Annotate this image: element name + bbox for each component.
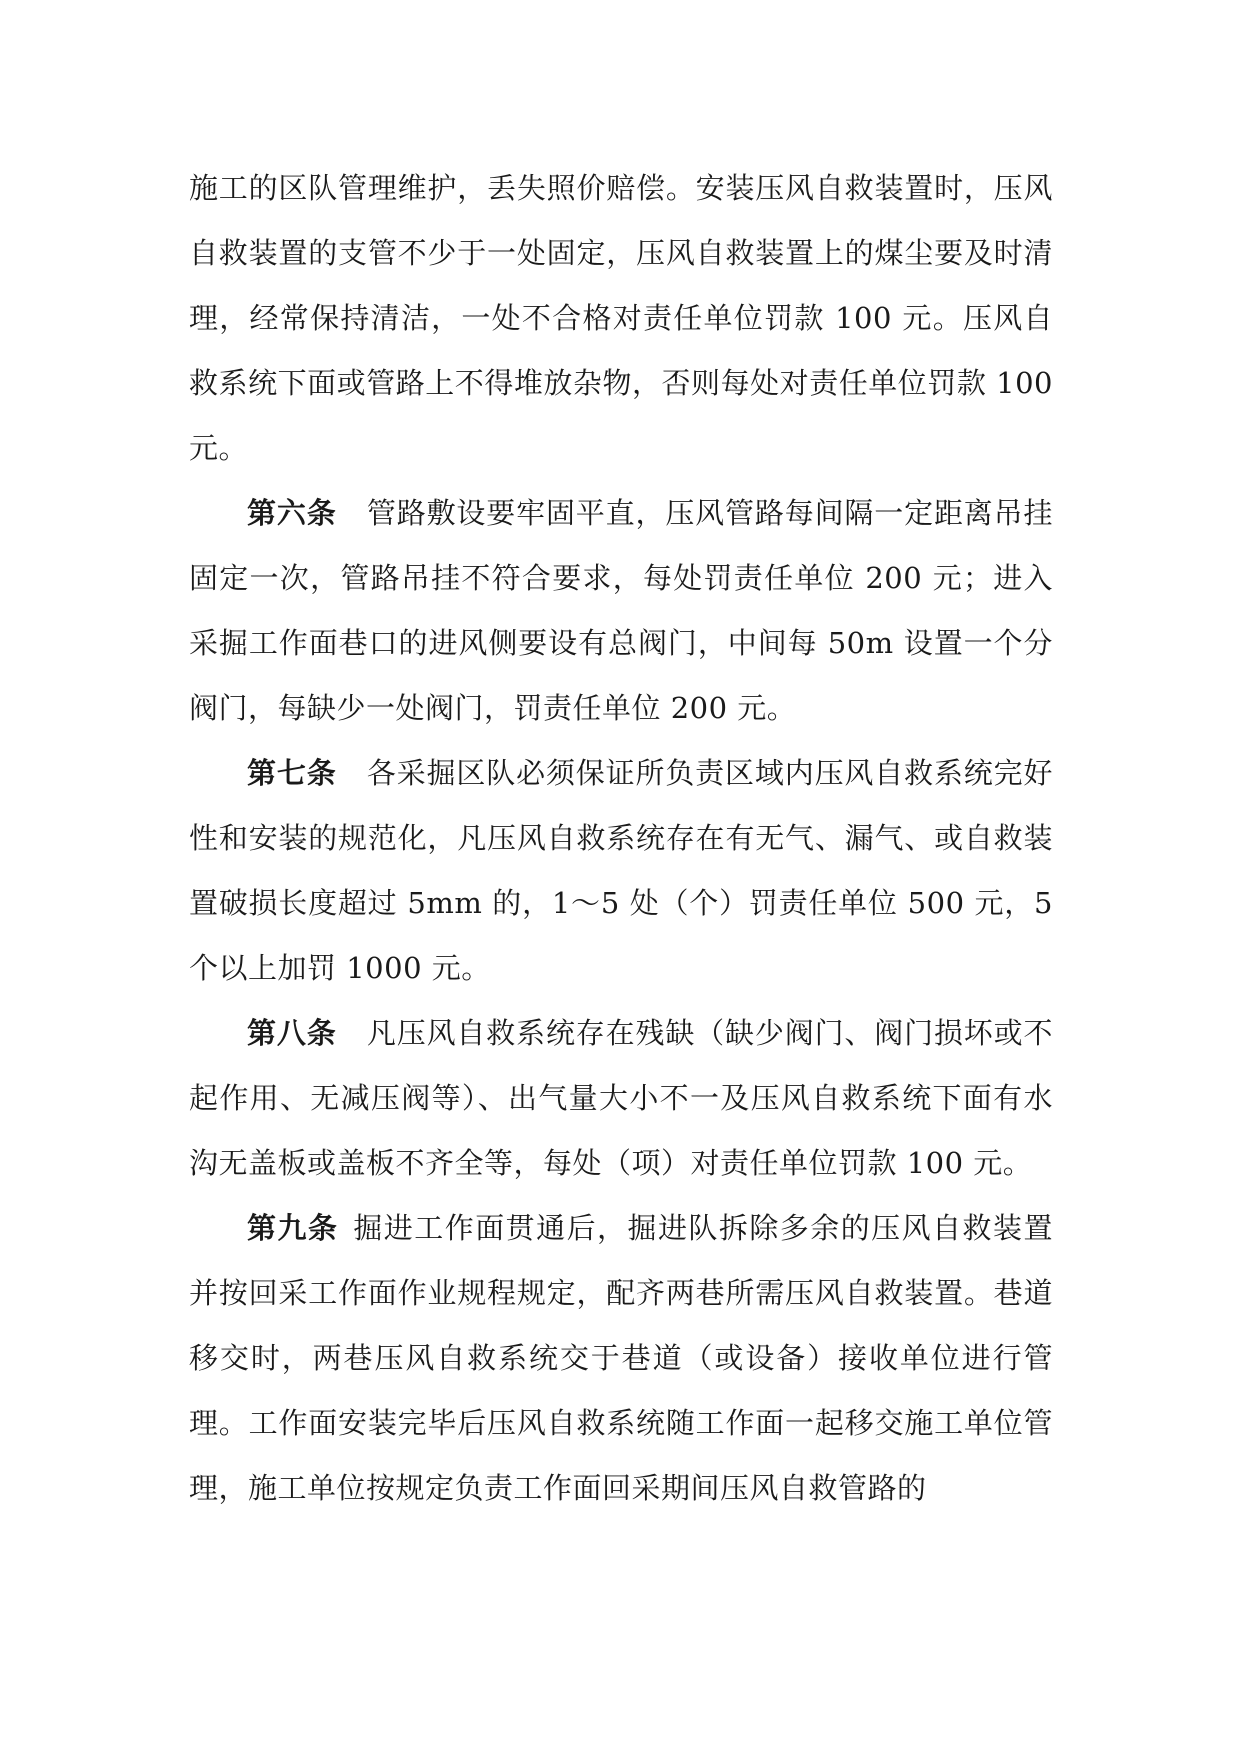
document-body (189, 156, 1053, 1521)
article-number: 第六条 (247, 496, 337, 530)
paragraph-text: 各采掘区队必须保证所负责区域内压风自救系统完好性和安装的规范化，凡压风自救系统存在有无气、漏气、或自救装置破损长度超过 5mm 的，1～5 处（个）罚责任单位 500 元，5 个以上加罚 1000 元。 (189, 756, 1053, 985)
article-number: 第九条 (247, 1211, 339, 1245)
paragraph-article-6 (189, 481, 1053, 741)
article-number: 第八条 (247, 1016, 337, 1050)
paragraph-text: 掘进工作面贯通后，掘进队拆除多余的压风自救装置并按回采工作面作业规程规定，配齐两巷所需压风自救装置。巷道移交时，两巷压风自救系统交于巷道（或设备）接收单位进行管理。工作面安装完毕后压风自救系统随工作面一起移交施工单位管理，施工单位按规定负责工作面回采期间压风自救管路的 (189, 1211, 1053, 1505)
paragraph-text: 施工的区队管理维护，丢失照价赔偿。安装压风自救装置时，压风自救装置的支管不少于一处固定，压风自救装置上的煤尘要及时清理，经常保持清洁，一处不合格对责任单位罚款 100 元。压风自救系统下面或管路上不得堆放杂物，否则每处对责任单位罚款 100 元。 (189, 171, 1053, 465)
paragraph-article-9 (189, 1196, 1053, 1521)
paragraph-text: 凡压风自救系统存在残缺（缺少阀门、阀门损坏或不起作用、无减压阀等）、出气量大小不一及压风自救系统下面有水沟无盖板或盖板不齐全等，每处（项）对责任单位罚款 100 元。 (189, 1016, 1053, 1180)
article-number: 第七条 (247, 756, 337, 790)
paragraph-continuation (189, 156, 1053, 481)
paragraph-article-8 (189, 1001, 1053, 1196)
paragraph-article-7 (189, 741, 1053, 1001)
paragraph-text: 管路敷设要牢固平直，压风管路每间隔一定距离吊挂固定一次，管路吊挂不符合要求，每处罚责任单位 200 元；进入采掘工作面巷口的进风侧要设有总阀门，中间每 50m 设置一个分阀门，每缺少一处阀门，罚责任单位 200 元。 (189, 496, 1053, 725)
